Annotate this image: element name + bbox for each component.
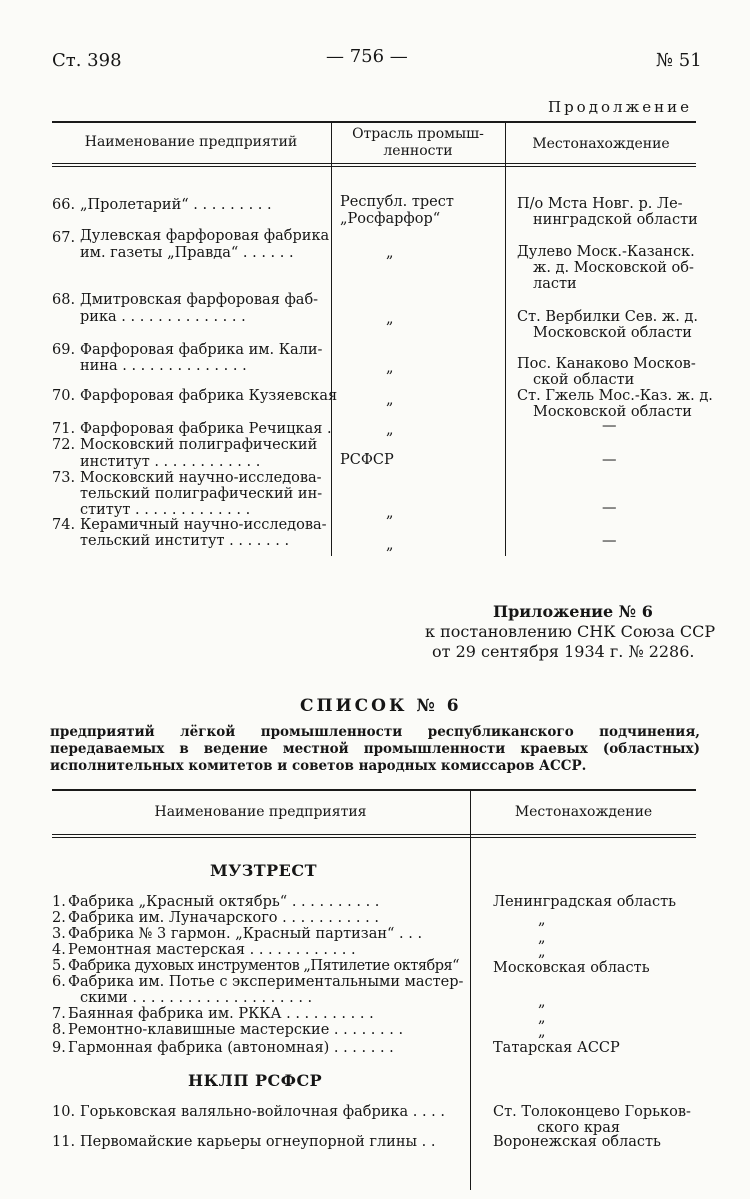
row-name: Горьковская валяльно-войлочная фабрика . . . . (80, 1104, 446, 1120)
row-name: Фабрика № 3 гармон. „Красный партизан“ . . . (68, 926, 423, 942)
row-number: 68. (52, 292, 76, 308)
row-location: — (602, 418, 617, 434)
row-name: Фабрика духовых инструментов „Пятилетие октября“ (68, 958, 460, 974)
row-branch: „ (386, 360, 394, 376)
page-ref: Ст. 398 (52, 50, 122, 71)
row-number: 8. (52, 1022, 66, 1038)
row-location: П/о Мста Новг. р. Ле- (517, 196, 683, 212)
header-rule (52, 837, 696, 838)
page-number: — 756 — (326, 46, 408, 67)
row-name: тельский институт . . . . . . . (80, 533, 290, 549)
row-number: 72. (52, 437, 76, 453)
column-header-location: Местонахождение (514, 804, 653, 820)
row-branch: РСФСР (340, 452, 394, 468)
row-location: — (602, 452, 617, 468)
row-location: Московской области (533, 325, 692, 341)
row-location: „ (538, 1010, 546, 1026)
column-header-location: Местонахождение (532, 136, 670, 152)
row-number: 66. (52, 197, 76, 213)
row-location: ласти (533, 276, 577, 292)
row-name: Фабрика „Красный октябрь“ . . . . . . . . . . (68, 894, 380, 910)
row-location: ж. д. Московской об- (533, 260, 694, 276)
row-branch: „Росфарфор“ (340, 211, 441, 227)
row-number: 9. (52, 1040, 66, 1056)
row-number: 7. (52, 1006, 66, 1022)
row-branch: „ (386, 311, 394, 327)
row-number: 4. (52, 942, 66, 958)
row-location: Воронежская область (493, 1134, 661, 1150)
row-location: Татарская АССР (493, 1040, 620, 1056)
row-name: Дулевская фарфоровая фабрика (80, 228, 330, 244)
list-subtitle: предприятий лёгкой промышленности республиканского подчинения, передаваемых в ведение местной промышленности краевых (областных) исполнительных комитетов и советов народных комиссаров АССР. (50, 724, 700, 774)
appendix-title: Приложение № 6 (493, 602, 653, 621)
row-location: Московская область (493, 960, 650, 976)
row-location: — (602, 500, 617, 516)
row-name: Ремонтно-клавишные мастерские . . . . . . . . (68, 1022, 404, 1038)
row-number: 6. (52, 974, 66, 990)
row-name: рика . . . . . . . . . . . . . . (80, 309, 246, 325)
row-name: тельский полиграфический ин- (80, 486, 323, 502)
row-number: 11. (52, 1134, 76, 1150)
row-name: Баянная фабрика им. РККА . . . . . . . . . . (68, 1006, 374, 1022)
table-top-rule (52, 121, 696, 123)
row-name: Гармонная фабрика (автономная) . . . . . . . (68, 1040, 394, 1056)
row-number: 71. (52, 421, 76, 437)
row-name: Московский научно-исследова- (80, 470, 322, 486)
list-title: СПИСОК № 6 (300, 696, 462, 716)
row-location: „ (538, 994, 546, 1010)
row-name: Керамичный научно-исследова- (80, 517, 327, 533)
header-rule (52, 834, 696, 835)
section-heading: НКЛП РСФСР (188, 1071, 323, 1090)
row-number: 5. (52, 958, 66, 974)
row-location: Ст. Вербилки Сев. ж. д. (517, 309, 698, 325)
column-divider (470, 790, 471, 1190)
row-location: ской области (533, 372, 635, 388)
issue-number: № 51 (656, 50, 702, 71)
column-header-name: Наименование предприятия (154, 804, 367, 820)
row-name: Фабрика им. Потье с экспериментальными мастер- (68, 974, 464, 990)
row-location: ского края (537, 1120, 620, 1136)
row-location: „ (538, 912, 546, 928)
row-name: Фабрика им. Луначарского . . . . . . . . . . . (68, 910, 379, 926)
row-name: Московский полиграфический (80, 437, 318, 453)
row-location: Пос. Канаково Москов- (517, 356, 696, 372)
column-divider (331, 122, 332, 556)
header-rule (52, 163, 696, 164)
row-number: 1. (52, 894, 66, 910)
row-number: 70. (52, 388, 76, 404)
row-location: „ (538, 944, 546, 960)
row-number: 73. (52, 470, 76, 486)
row-branch: Республ. трест (340, 194, 454, 210)
row-location: Дулево Моск.-Казанск. (517, 244, 695, 260)
row-name: ститут . . . . . . . . . . . . . (80, 502, 251, 518)
row-location: нинградской области (533, 212, 698, 228)
row-location: „ (538, 1024, 546, 1040)
row-name: Дмитровская фарфоровая фаб- (80, 292, 319, 308)
row-name: нина . . . . . . . . . . . . . . (80, 358, 247, 374)
row-name: институт . . . . . . . . . . . . (80, 454, 261, 470)
section-heading: МУЗТРЕСТ (210, 861, 318, 880)
appendix-line: к постановлению СНК Союза ССР (425, 622, 716, 641)
row-location: Ленинградская область (493, 894, 677, 910)
row-branch: „ (386, 505, 394, 521)
row-branch: „ (386, 392, 394, 408)
row-number: 74. (52, 517, 76, 533)
row-name: им. газеты „Правда“ . . . . . . (80, 245, 294, 261)
row-number: 2. (52, 910, 66, 926)
table-top-rule (52, 789, 696, 791)
row-location: Московской области (533, 404, 692, 420)
row-location: Ст. Гжель Мос.-Каз. ж. д. (517, 388, 713, 404)
row-number: 10. (52, 1104, 76, 1120)
row-name: Фарфоровая фабрика Кузяевская (80, 388, 338, 404)
row-branch: „ (386, 537, 394, 553)
appendix-line: от 29 сентября 1934 г. № 2286. (432, 642, 695, 661)
row-location: Ст. Толоконцево Горьков- (493, 1104, 691, 1120)
row-name: Ремонтная мастерская . . . . . . . . . . . . (68, 942, 356, 958)
column-header-branch: Отрасль промыш- ленности (352, 126, 484, 159)
row-name: скими . . . . . . . . . . . . . . . . . . . . (80, 990, 313, 1006)
row-name: Фарфоровая фабрика им. Кали- (80, 342, 323, 358)
continuation-label: Продолжение (548, 98, 693, 116)
row-number: 69. (52, 342, 76, 358)
row-branch: „ (386, 245, 394, 261)
row-branch: „ (386, 422, 394, 438)
row-name: Фарфоровая фабрика Речицкая . (80, 421, 332, 437)
row-location: „ (538, 930, 546, 946)
column-divider (505, 122, 506, 556)
column-header-name: Наименование предприятий (84, 134, 298, 150)
header-rule (52, 166, 696, 167)
row-name: „Пролетарий“ . . . . . . . . . (80, 197, 272, 213)
row-number: 3. (52, 926, 66, 942)
row-name: Первомайские карьеры огнеупорной глины . . (80, 1134, 436, 1150)
row-number: 67. (52, 230, 76, 246)
row-location: — (602, 533, 617, 549)
